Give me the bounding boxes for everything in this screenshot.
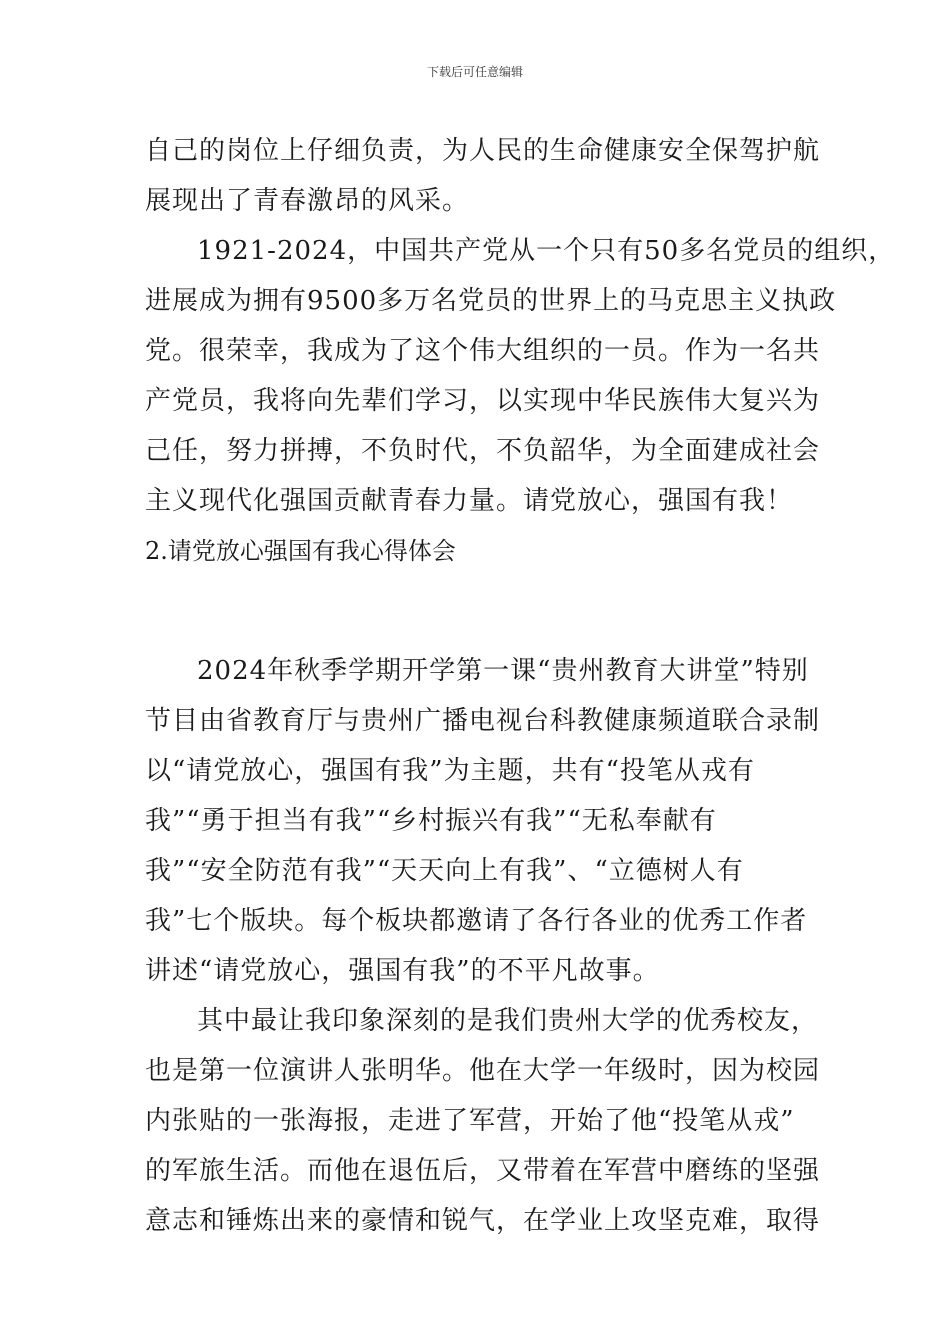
text-line: 自己的岗位上仔细负责，为人民的生命健康安全保驾护航 <box>145 136 821 166</box>
text-line: 我”“安全防范有我”“天天向上有我”、“立德树人有 <box>145 856 744 886</box>
text-line: 1921-2024，中国共产党从一个只有50多名党员的组织， <box>197 236 896 266</box>
text-line: 内张贴的一张海报，走进了军营，开始了他“投笔从戎” <box>145 1106 795 1136</box>
text-line: 己任，努力拼搏，不负时代，不负韶华，为全面建成社会 <box>145 436 821 466</box>
text-line: 我”“勇于担当有我”“乡村振兴有我”“无私奉献有 <box>145 806 717 836</box>
text-line: 意志和锤炼出来的豪情和锐气，在学业上攻坚克难，取得 <box>145 1206 821 1236</box>
text-line: 其中最让我印象深刻的是我们贵州大学的优秀校友， <box>197 1006 819 1036</box>
text-line: 展现出了青春激昂的风采。 <box>145 186 470 216</box>
blank-line <box>145 626 835 646</box>
text-line: 的军旅生活。而他在退伍后，又带着在军营中磨练的坚强 <box>145 1156 821 1186</box>
document-body <box>145 126 896 1246</box>
text-line: 进展成为拥有9500多万名党员的世界上的马克思主义执政 <box>145 286 837 316</box>
blank-line <box>145 576 835 626</box>
text-line: 节目由省教育厅与贵州广播电视台科教健康频道联合录制 <box>145 706 821 736</box>
text-line: 以“请党放心，强国有我”为主题，共有“投笔从戎有 <box>145 756 755 786</box>
section-heading: 2.请党放心强国有我心得体会 <box>145 537 456 565</box>
text-line: 党。很荣幸，我成为了这个伟大组织的一员。作为一名共 <box>145 336 821 366</box>
text-line: 产党员，我将向先辈们学习，以实现中华民族伟大复兴为 <box>145 386 821 416</box>
text-line: 2024年秋季学期开学第一课“贵州教育大讲堂”特别 <box>197 656 809 686</box>
page-header: 下载后可任意编辑 <box>426 65 523 79</box>
text-line: 主义现代化强国贡献青春力量。请党放心，强国有我！ <box>145 486 794 516</box>
text-line: 我”七个版块。每个板块都邀请了各行各业的优秀工作者 <box>145 906 808 936</box>
text-line: 也是第一位演讲人张明华。他在大学一年级时，因为校园 <box>145 1056 821 1086</box>
text-line: 讲述“请党放心，强国有我”的不平凡故事。 <box>145 956 660 986</box>
